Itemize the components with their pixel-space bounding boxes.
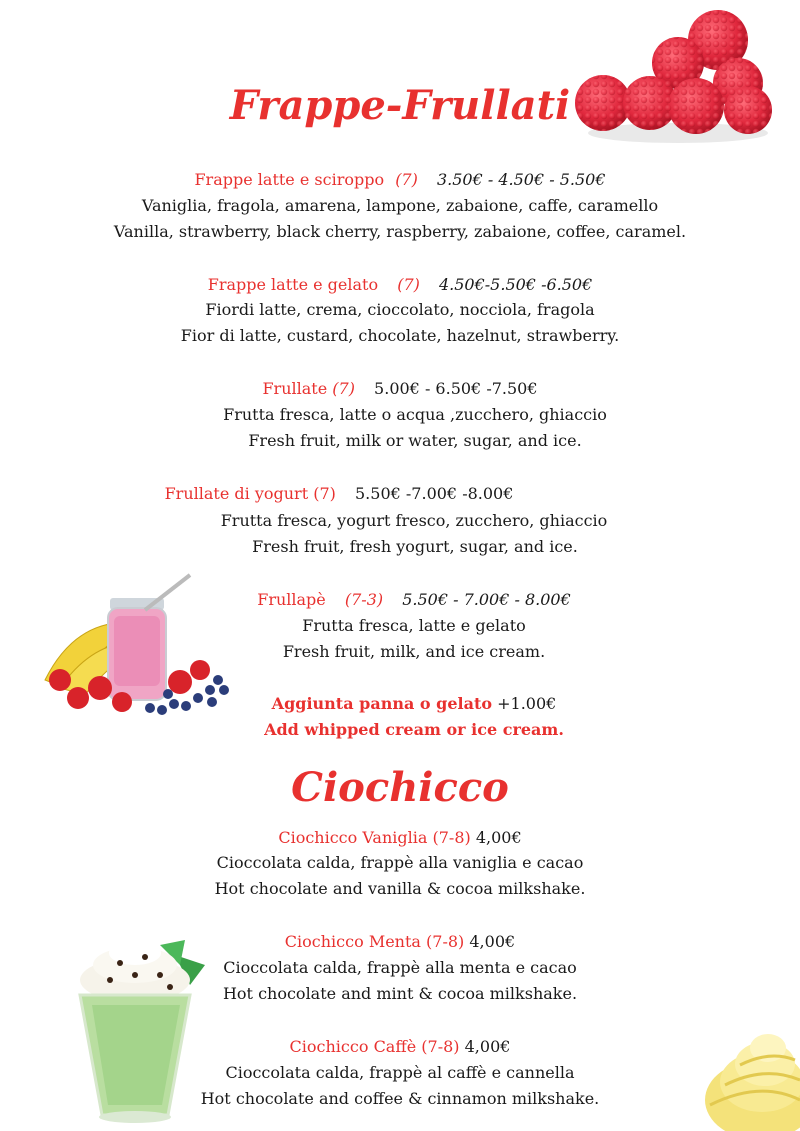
item-description-en: Fresh fruit, milk or water, sugar, and ice.	[248, 431, 582, 450]
item-description-en: Fior di latte, custard, chocolate, hazelnut, strawberry.	[180, 326, 620, 345]
item-allergens: (7)	[395, 170, 418, 189]
item-allergens: (7)	[313, 484, 336, 503]
item-price: 5.50€ - 7.00€ - 8.00€	[402, 590, 571, 609]
item-description-it: Cioccolata calda, frappè alla menta e cacao	[223, 958, 577, 977]
item-description-en: Hot chocolate and vanilla & cocoa milkshake.	[214, 879, 586, 898]
menu-item-header	[0, 1037, 800, 1057]
item-allergens: (7-3)	[344, 590, 384, 609]
item-name: Frullate di yogurt	[164, 484, 309, 503]
item-allergens: (7)	[397, 275, 420, 294]
item-description-en: Fresh fruit, fresh yogurt, sugar, and ice.	[252, 537, 578, 556]
extra-label-en: Add whipped cream or ice cream.	[264, 720, 564, 739]
item-description-it: Frutta fresca, latte o acqua ,zucchero, ghiaccio	[223, 405, 607, 424]
menu-item-header	[14, 590, 800, 610]
extra-addon	[14, 694, 800, 714]
menu-item-header	[0, 828, 800, 848]
item-description-en: Vanilla, strawberry, black cherry, raspberry, zabaione, coffee, caramel.	[113, 222, 687, 241]
item-allergens: (7-8)	[426, 932, 465, 951]
item-name: Frullate	[262, 379, 328, 398]
item-description-it: Vaniglia, fragola, amarena, lampone, zabaione, caffe, caramello	[141, 196, 659, 215]
item-allergens: (7-8)	[421, 1037, 460, 1056]
item-name: Frappe latte e sciroppo	[194, 170, 385, 189]
item-description-it: Fiordi latte, crema, cioccolato, nocciola, fragola	[205, 300, 595, 319]
menu-item-header	[0, 170, 800, 190]
item-description-en: Hot chocolate and mint & cocoa milkshake.	[222, 984, 578, 1003]
item-price: 3.50€ - 4.50€ - 5.50€	[436, 170, 606, 189]
item-description-it: Cioccolata calda, frappè alla vaniglia e cacao	[216, 853, 584, 872]
item-name: Ciochicco Vaniglia	[278, 828, 428, 847]
item-price: 5.00€ - 6.50€ -7.50€	[374, 379, 538, 398]
item-name: Ciochicco Caffè	[289, 1037, 417, 1056]
item-description-en: Fresh fruit, milk, and ice cream.	[282, 642, 546, 661]
menu-item-header	[0, 275, 800, 295]
section-title-frappe-frullati: Frappe-Frullati	[229, 82, 571, 129]
item-allergens: (7-8)	[432, 828, 471, 847]
item-description-it: Cioccolata calda, frappè al caffè e cannella	[225, 1063, 575, 1082]
item-description-it: Frutta fresca, latte e gelato	[302, 616, 526, 635]
item-allergens: (7)	[332, 379, 355, 398]
item-price: 5.50€ -7.00€ -8.00€	[355, 484, 514, 503]
item-description-en: Hot chocolate and coffee & cinnamon milkshake.	[200, 1089, 600, 1108]
item-description-it: Frutta fresca, yogurt fresco, zucchero, ghiaccio	[220, 511, 608, 530]
item-price: 4,00€	[475, 828, 522, 847]
item-name: Frullapè	[257, 590, 326, 609]
item-price: 4,00€	[469, 932, 516, 951]
item-name: Ciochicco Menta	[284, 932, 421, 951]
extra-price: +1.00€	[497, 694, 557, 713]
extra-label: Aggiunta panna o gelato	[271, 694, 493, 713]
section-title-ciochicco: Ciochicco	[291, 764, 509, 811]
menu-item-header	[0, 932, 800, 952]
item-name: Frappe latte e gelato	[207, 275, 379, 294]
menu-item-header	[0, 484, 739, 504]
menu-item-header	[0, 379, 800, 399]
item-price: 4,00€	[464, 1037, 511, 1056]
item-price: 4.50€-5.50€ -6.50€	[438, 275, 593, 294]
